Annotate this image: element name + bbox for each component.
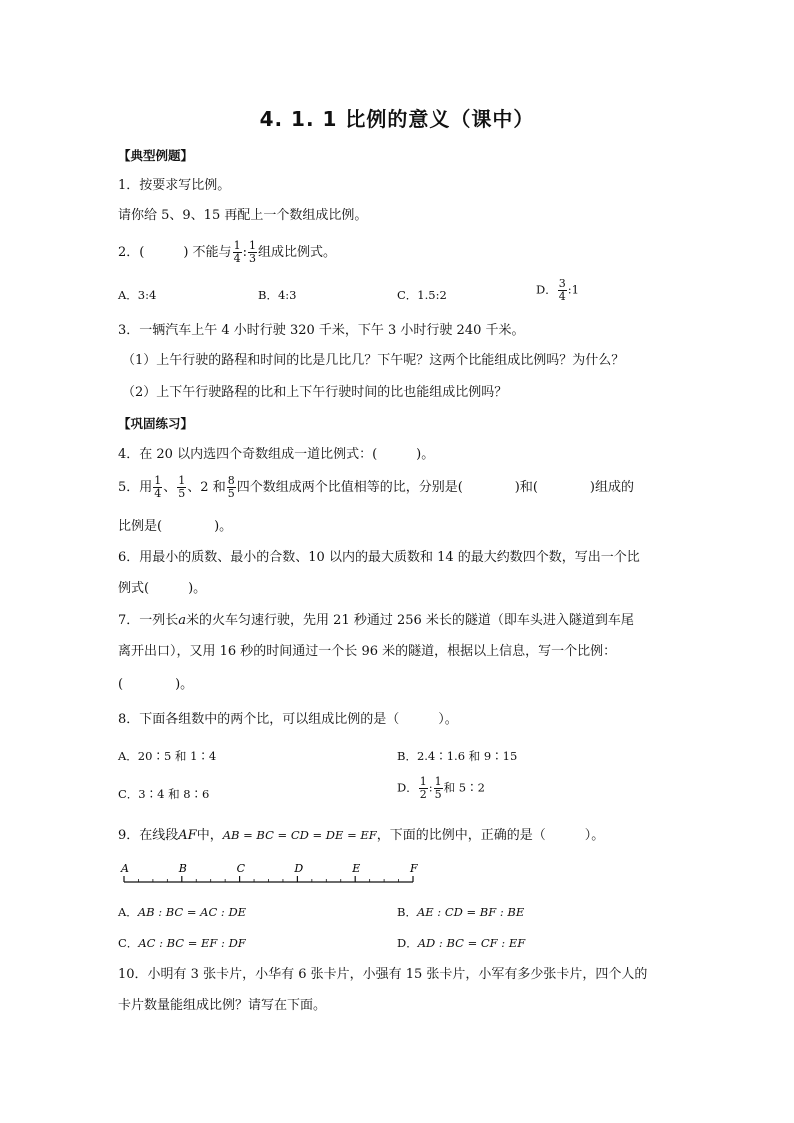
q3-part-1: （1）上午行驶的路程和时间的比是几比几？下午呢？这两个比能组成比例吗？为什么？ [122, 353, 625, 368]
q8-option-a: A．20∶5 和 1∶4 [118, 749, 217, 763]
q10-line-2: 卡片数量能组成比例？请写在下面。 [118, 998, 327, 1013]
q9-equality: AB = BC = CD = DE = EF [222, 828, 377, 842]
q2-option-c: C．1.5:2 [397, 288, 447, 302]
q9-stem: 9．在线段AF中，AB = BC = CD = DE = EF，下面的比例中，正确的是（ ）。 [118, 828, 605, 843]
q2-option-d: D． $\frac{3}{4}$ :1 [536, 277, 579, 303]
q5-fraction-c: $\frac{8}{5}$ [227, 474, 235, 500]
q8-option-c: C．3∶4 和 8∶6 [118, 787, 210, 801]
q7-line-3: ( )。 [118, 677, 194, 692]
segment-label-d: D [294, 862, 304, 875]
q8-option-b: B．2.4∶1.6 和 9∶15 [397, 749, 518, 763]
q2-stem [118, 240, 336, 265]
q5-fraction-b: $\frac{1}{5}$ [178, 474, 186, 500]
q2-fraction-1: $\frac{1}{4}$ [233, 239, 241, 265]
segment-label-b: B [178, 862, 187, 875]
q9-option-d: D．AD : BC = CF : EF [397, 936, 526, 950]
q2-colon: : [242, 245, 247, 260]
q6-line-1: 6．用最小的质数、最小的合数、10 以内的最大质数和 14 的最大约数四个数，写出一个比 [118, 550, 640, 565]
q5-fraction-a: $\frac{1}{4}$ [154, 474, 162, 500]
q2-option-a: A．3:4 [118, 288, 157, 302]
q7-line-1: 7．一列长a米的火车匀速行驶，先用 21 秒通过 256 米长的隧道（即车头进入隧道到车尾 [118, 613, 634, 628]
q9-segment-diagram [116, 860, 426, 890]
q5-line-1: 5．用 $\frac{1}{4}$ 、 $\frac{1}{5}$ 、2 和 $\frac{8}{5}$ 四个数组成两个比值相等的比，分别是( )和( )组成的 [118, 474, 634, 500]
page-title: 4. 1. 1 比例的意义（课中） [259, 107, 535, 131]
q9-segment-name: AF [178, 828, 197, 843]
q2-prefix: 2．( ) 不能与 [118, 245, 232, 260]
q9-option-b: B．AE : CD = BF : BE [397, 905, 525, 919]
q1-text: 请你给 5、9、15 再配上一个数组成比例。 [118, 208, 368, 223]
section-typical-examples: 【典型例题】 [118, 148, 194, 163]
q6-line-2: 例式( )。 [118, 581, 207, 596]
q8-option-d: D． $\frac{1}{2}$ : $\frac{1}{5}$ 和 5∶2 [397, 775, 485, 801]
q8-option-d-fraction-2: $\frac{1}{5}$ [434, 775, 442, 801]
segment-label-a: A [121, 862, 129, 875]
q2-option-b: B．4:3 [258, 288, 297, 302]
q7-variable: a [178, 613, 187, 628]
section-practice: 【巩固练习】 [118, 416, 194, 431]
q3-part-2: （2）上下午行驶路程的比和上下午行驶时间的比也能组成比例吗？ [122, 385, 508, 400]
segment-label-f: F [410, 862, 418, 875]
segment-label-e: E [352, 862, 361, 875]
q4-text: 4．在 20 以内选四个奇数组成一道比例式：( )。 [118, 447, 435, 462]
q3-stem: 3．一辆汽车上午 4 小时行驶 320 千米，下午 3 小时行驶 240 千米。 [118, 323, 525, 338]
q2-suffix: 组成比例式。 [257, 245, 336, 260]
q2-option-d-fraction: $\frac{3}{4}$ [558, 277, 566, 303]
q7-line-2: 离开出口），又用 16 秒的时间通过一个长 96 米的隧道，根据以上信息，写一个比例： [118, 644, 617, 659]
q1-stem: 1．按要求写比例。 [118, 178, 231, 193]
q2-fraction-2: $\frac{1}{3}$ [248, 239, 256, 265]
q5-line-2: 比例是( )。 [118, 519, 233, 534]
q8-option-d-fraction-1: $\frac{1}{2}$ [419, 775, 427, 801]
segment-label-c: C [236, 862, 246, 875]
q9-option-a: A．AB : BC = AC : DE [118, 905, 247, 919]
q9-option-c: C．AC : BC = EF : DF [118, 936, 246, 950]
q8-stem: 8．下面各组数中的两个比，可以组成比例的是（ ）。 [118, 712, 458, 727]
q10-line-1: 10．小明有 3 张卡片，小华有 6 张卡片，小强有 15 张卡片，小军有多少张卡片，四个人的 [118, 967, 648, 982]
